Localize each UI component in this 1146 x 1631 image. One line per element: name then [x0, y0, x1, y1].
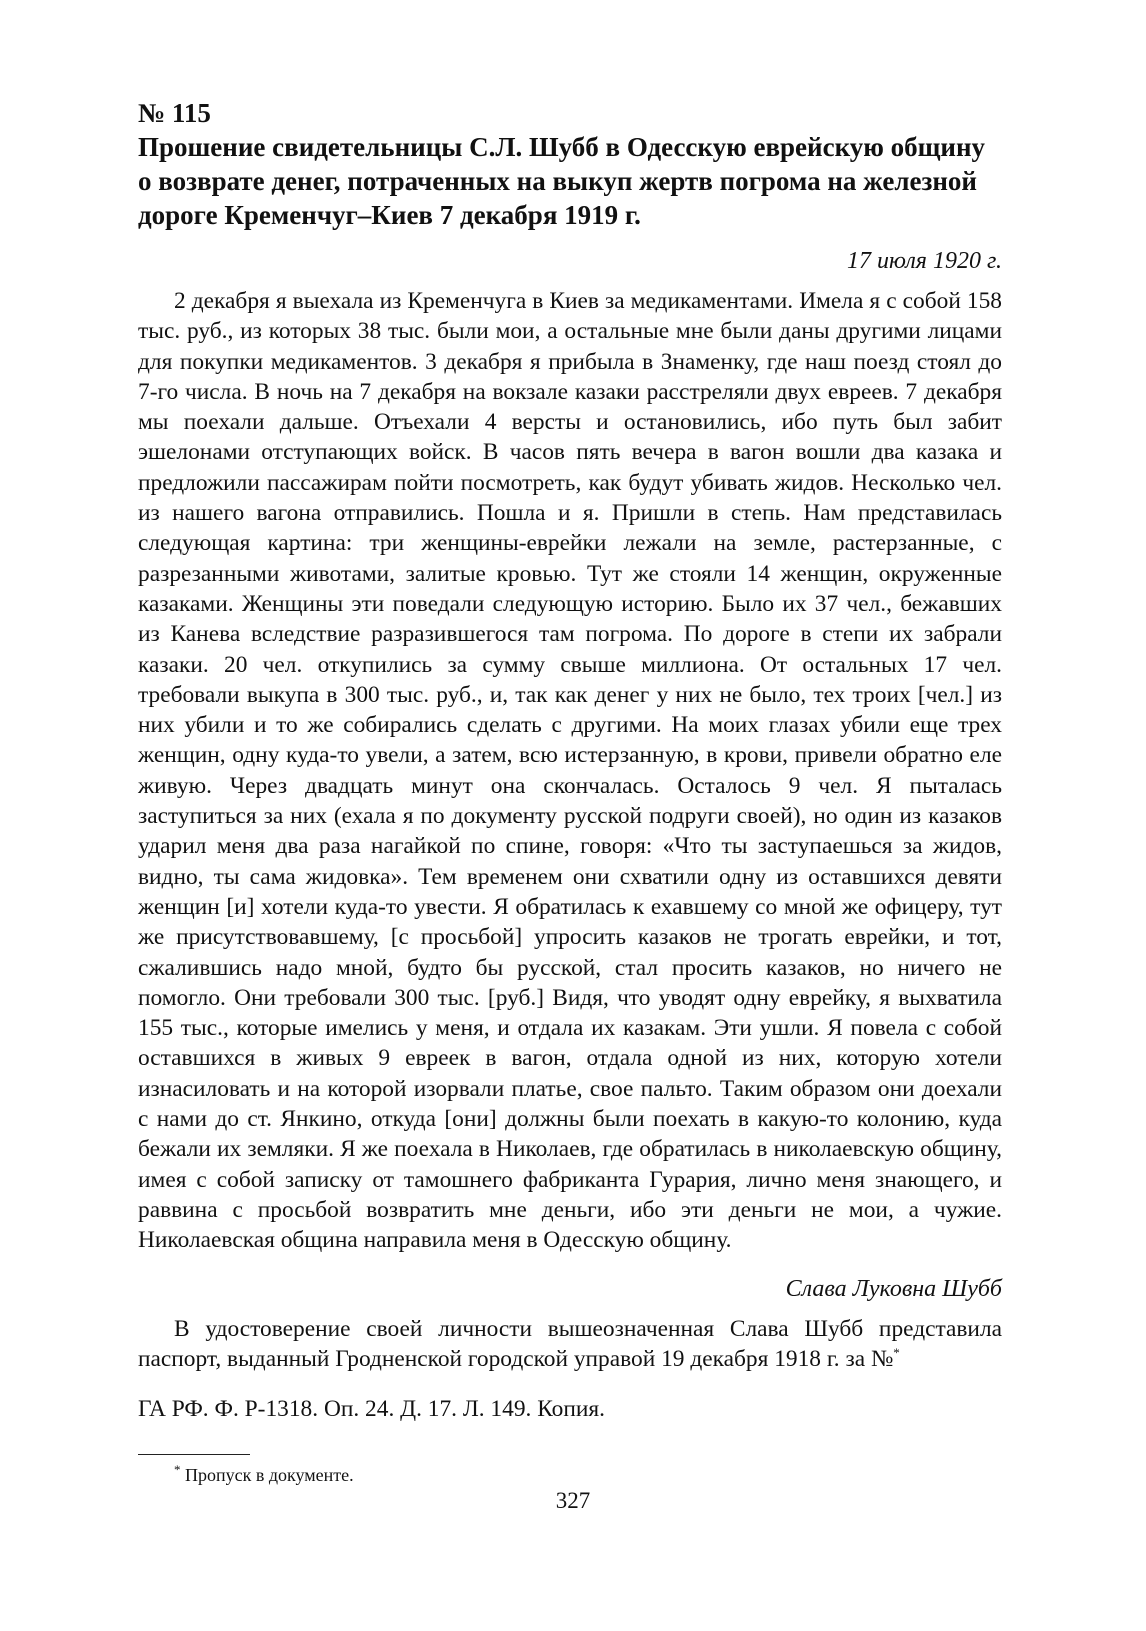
- certification-paragraph: [138, 1314, 1002, 1375]
- footnote-mark: *: [174, 1462, 181, 1478]
- document-number: № 115: [138, 98, 211, 128]
- signature: Слава Луковна Шубб: [785, 1275, 1002, 1302]
- page-number: 327: [555, 1488, 591, 1513]
- footnote-text: Пропуск в документе.: [185, 1465, 354, 1486]
- certification-text: В удостоверение своей личности вышеозначенная Слава Шубб представила паспорт, выданный Гродненской городской управой 19 декабря 1918 г. за №: [138, 1315, 1002, 1372]
- certification-footnote-mark: *: [893, 1345, 900, 1360]
- footnote: [138, 1463, 1002, 1487]
- document-body: 2 декабря я выехала из Кременчуга в Киев за медикаментами. Имела я с собой 158 тыс. руб., из которых 38 тыс. были мои, а остальные мне были даны другими лицами для покупки медикаментов. 3 декабря я прибыла в Знаменку, где наш поезд стоял до 7-го числа. В ночь на 7 декабря на вокзале казаки расстреляли двух евреев. 7 декабря мы поехали дальше. Отъехали 4 версты и остановились, ибо путь был забит эшелонами отступающих войск. В часов пять вечера в вагон вошли два казака и предложили пассажирам пойти посмотреть, как будут убивать жидов. Несколько чел. из нашего вагона отправились. Пошла и я. Пришли в степь. Нам представилась следующая картина: три женщины-еврейки лежали на земле, растерзанные, с разрезанными животами, залитые кровью. Тут же стояли 14 женщин, окруженные казаками. Женщины эти поведали следующую историю. Было их 37 чел., бежавших из Канева вследствие разразившегося там погрома. По дороге в степи их забрали казаки. 20 чел. откупились за сумму свыше миллиона. От остальных 17 чел. требовали выкупа в 300 тыс. руб., и, так как денег у них не было, тех троих [чел.] из них убили и то же собирались сделать с другими. На моих глазах убили еще трех женщин, одну куда-то увели, а затем, всю истерзанную, в крови, привели обратно еле живую. Через двадцать минут она скончалась. Осталось 9 чел. Я пыталась заступиться за них (ехала я по документу русской подруги своей), но один из казаков ударил меня два раза нагайкой по спине, говоря: «Что ты заступаешься за жидов, видно, ты сама жидовка». Тем временем они схватили одну из оставшихся девяти женщин [и] хотели куда-то увести. Я обратилась к ехавшему со мной же офицеру, тут же присутствовавшему, [с просьбой] упросить казаков не трогать еврейки, и тот, сжалившись надо мной, будто бы русской, стал просить казаков, но ничего не помогло. Они требовали 300 тыс. [руб.] Видя, что уводят одну еврейку, я выхватила 155 тыс., которые имелись у меня, и отдала их казакам. Эти ушли. Я повела с собой оставшихся в живых 9 евреек в вагон, отдала одной из них, которую хотели изнасиловать и на которой изорвали платье, свое пальто. Таким образом они доехали с нами до ст. Янкино, откуда [они] должны были поехать в какую-то колонию, куда бежали их земляки. Я же поехала в Николаев, где обратилась в николаевскую общину, имея с собой записку от тамошнего фабриканта Гурария, лично меня знающего, и раввина с просьбой возвратить мне деньги, ибо эти деньги не мои, а чужие. Николаевская община направила меня в Одесскую общину.: [138, 288, 1002, 1254]
- document-title: Прошение свидетельницы С.Л. Шубб в Одесскую еврейскую общину о возврате денег, потраченных на выкуп жертв погрома на железной дороге Кременчуг–Киев 7 декабря 1919 г.: [138, 132, 986, 230]
- archive-reference: ГА РФ. Ф. Р-1318. Оп. 24. Д. 17. Л. 149. Копия.: [138, 1396, 605, 1423]
- footnote-divider: [138, 1454, 250, 1455]
- document-date: 17 июля 1920 г.: [847, 248, 1002, 274]
- document-page: [138, 96, 1002, 1487]
